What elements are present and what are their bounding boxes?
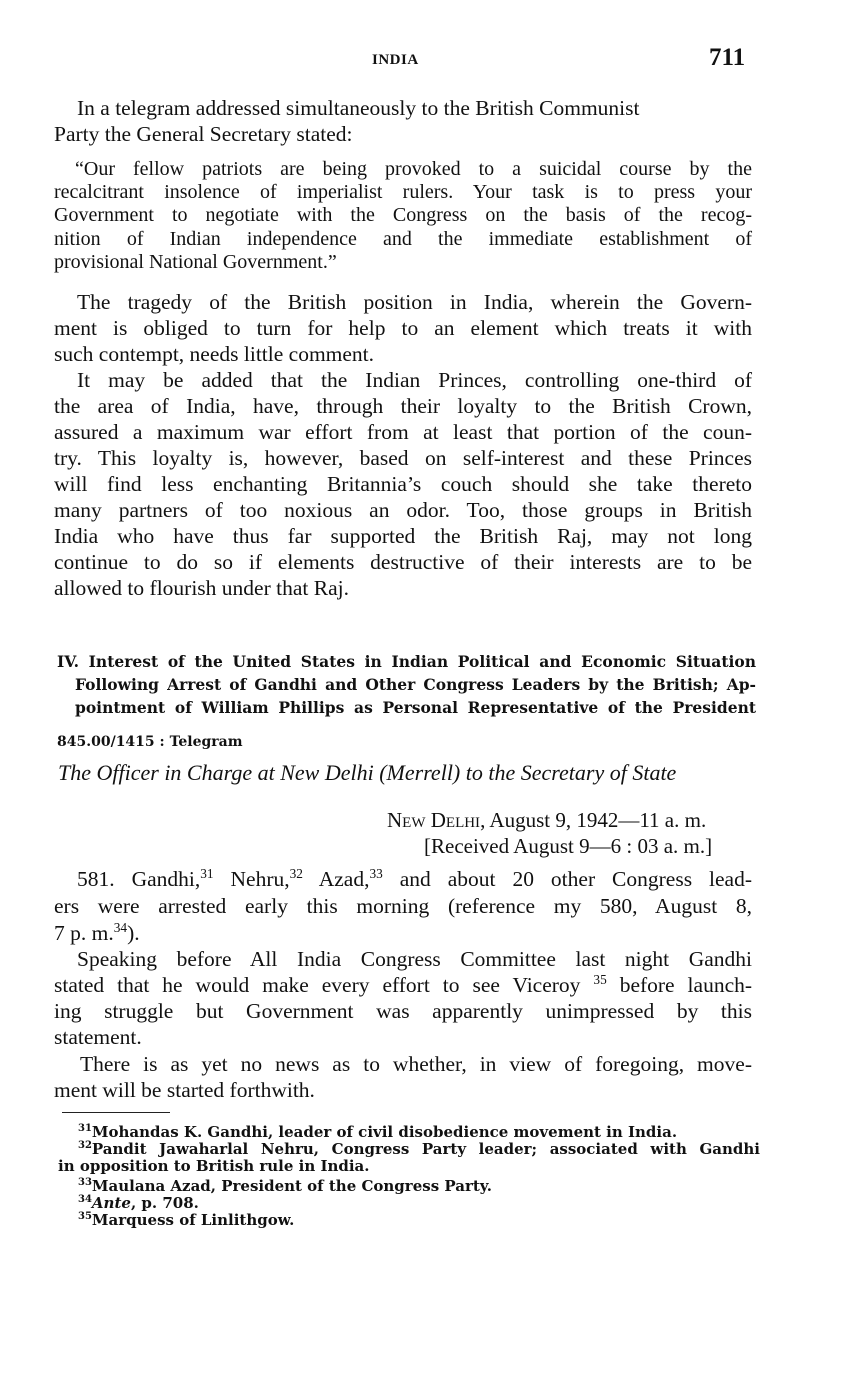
section-heading-line-3: pointment of William Phillips as Personal Representative of the President [75,698,756,717]
text-run: Nehru, [213,867,290,891]
princes-line-3: assured a maximum war effort from at least that portion of the coun- [54,420,752,444]
telegram-p2-line-2 [54,972,752,998]
tragedy-line-3: such contempt, needs little comment. [54,342,375,366]
text-run: and about 20 other Congress lead- [382,867,753,891]
footnote-text: , p. 708. [130,1194,199,1212]
received-line: [Received August 9—6 : 03 a. m.] [424,834,713,858]
footnote-ref-32: 32 [289,865,303,881]
princes-line-9: allowed to flourish under that Raj. [54,576,349,600]
section-heading-line-2: Following Arrest of Gandhi and Other Congress Leaders by the British; Ap- [75,675,756,694]
quote-line-5: provisional National Government.” [54,251,337,273]
footnote-rule [62,1112,170,1113]
footnote-number: 35 [78,1211,92,1222]
footnote-31 [78,1124,677,1142]
footnote-33 [78,1178,492,1196]
tragedy-line-1: The tragedy of the British position in India, wherein the Govern- [77,290,752,314]
footnote-35 [78,1212,294,1230]
princes-line-6: many partners of too noxious an odor. Too, those groups in British [54,498,752,522]
telegram-p3-line-1: There is as yet no news as to whether, in view of foregoing, move- [80,1052,752,1076]
footnote-text: Marquess of Linlithgow. [91,1211,295,1229]
text-run: 581. Gandhi, [77,867,201,891]
quote-line-1: “Our fellow patriots are being provoked to a suicidal course by the [75,158,752,180]
princes-line-5: will find less enchanting Britannia’s couch should she take thereto [54,472,752,496]
text-run: ). [127,921,140,945]
dateline-date: , August 9, 1942—11 a. m. [480,808,707,832]
telegram-p2-line-4: statement. [54,1025,142,1049]
page-number: 711 [709,44,746,71]
text-run: 7 p. m. [54,921,114,945]
telegram-p2-line-3: ing struggle but Government was apparently unimpressed by this [54,999,752,1023]
footnote-text: Maulana Azad, President of the Congress Party. [91,1177,492,1195]
running-header-title: INDIA [372,52,419,68]
intro-line-1: In a telegram addressed simultaneously to the British Communist [77,96,640,120]
footnote-text-italic: Ante [91,1194,131,1212]
princes-line-7: India who have thus far supported the British Raj, may not long [54,524,752,548]
footnote-number: 33 [78,1177,92,1188]
tragedy-line-2: ment is obliged to turn for help to an element which treats it with [54,316,752,340]
quote-line-2: recalcitrant insolence of imperialist rulers. Your task is to press your [54,181,752,203]
text-run: before launch- [606,973,753,997]
section-heading-line-1: IV. Interest of the United States in Indian Political and Economic Situation [57,652,756,671]
footnote-32-continued: in opposition to British rule in India. [58,1157,370,1175]
text-run: Azad, [302,867,370,891]
footnote-number: 31 [78,1123,92,1134]
telegram-p1-line-3 [54,920,140,946]
quote-line-3: Government to negotiate with the Congress on the basis of the recog- [54,204,752,226]
footnote-32 [78,1141,760,1159]
telegram-p2-line-1: Speaking before All India Congress Committee last night Gandhi [77,947,752,971]
quote-line-4: nition of Indian independence and the immediate establishment of [54,228,752,250]
footnote-ref-31: 31 [200,865,214,881]
princes-line-8: continue to do so if elements destructive of their interests are to be [54,550,752,574]
footnote-ref-34: 34 [113,919,128,935]
telegram-p1-line-2: ers were arrested early this morning (reference my 580, August 8, [54,894,752,918]
footnote-number: 32 [78,1140,92,1151]
footnote-text: Mohandas K. Gandhi, leader of civil disobedience movement in India. [91,1123,678,1141]
telegram-p3-line-2: ment will be started forthwith. [54,1078,315,1102]
princes-line-1: It may be added that the Indian Princes, controlling one-third of [77,368,752,392]
intro-line-2: Party the General Secretary stated: [54,122,353,146]
footnote-number: 34 [78,1194,92,1205]
footnote-ref-35: 35 [593,971,607,987]
footnote-ref-33: 33 [369,865,383,881]
dateline-place: New Delhi [387,808,481,832]
text-run: stated that he would make every effort to see Viceroy [54,973,581,997]
dateline [387,808,706,833]
document-title: The Officer in Charge at New Delhi (Merrell) to the Secretary of State [58,760,677,785]
file-reference: 845.00/1415 : Telegram [57,734,243,750]
footnote-text: Pandit Jawaharlal Nehru, Congress Party leader; associated with Gandhi [91,1140,760,1158]
princes-line-4: try. This loyalty is, however, based on self-interest and these Princes [54,446,752,470]
footnote-34 [78,1195,199,1213]
telegram-p1-line-1 [77,866,752,892]
princes-line-2: the area of India, have, through their loyalty to the British Crown, [54,394,752,418]
